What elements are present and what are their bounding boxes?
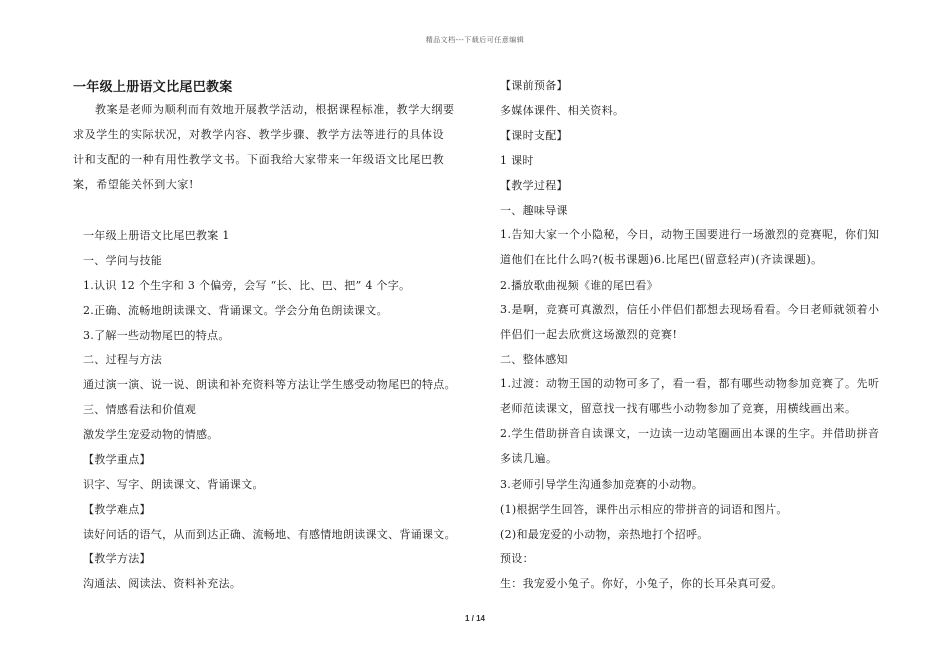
heading-knowledge-skills: 一、学问与技能 bbox=[83, 254, 163, 267]
process-step-1: 1.告知大家一个小隐秘，今日，动物王国要进行一场激烈的竞赛呢，你们知道他们在比什么吗?(板书课题)6.比尾巴(留意轻声)(齐读课题)。 bbox=[500, 228, 880, 266]
sub-step-1: (1)根据学生回答，课件出示相应的带拼音的词语和图片。 bbox=[500, 503, 788, 516]
page-header: 精品文档---下载后可任意编辑 bbox=[425, 36, 525, 44]
heading-process-method: 二、过程与方法 bbox=[83, 353, 163, 366]
methods-text: 沟通法、阅读法、资料补充法。 bbox=[83, 577, 242, 590]
schedule-text: 1 课时 bbox=[500, 154, 534, 167]
perception-step-1: 1.过渡：动物王国的动物可多了，看一看，都有哪些动物参加竞赛了。先听老师范读课文，留意找一找有哪些小动物参加了竞赛，用横线画出来。 bbox=[500, 377, 880, 415]
objective-item-2: 2.正确、流畅地朗读课文、背诵课文。学会分角色朗读课文。 bbox=[83, 304, 388, 317]
heading-schedule: 【课时支配】 bbox=[500, 129, 568, 142]
process-step-3: 3.是啊，竞赛可真激烈，信任小伴侣们都想去现场看看。今日老师就领着小伴侣们一起去欣赏这场激烈的竞赛! bbox=[500, 303, 880, 341]
heading-overall-perception: 二、整体感知 bbox=[500, 353, 568, 366]
perception-step-3: 3.老师引导学生沟通参加竞赛的小动物。 bbox=[500, 478, 704, 491]
page-number: 1 / 14 bbox=[464, 614, 485, 623]
heading-emotion-values: 三、情感看法和价值观 bbox=[83, 403, 196, 416]
perception-step-2: 2.学生借助拼音自读课文，一边读一边动笔圈画出本课的生字。并借助拼音多读几遍。 bbox=[500, 427, 880, 465]
heading-key-points: 【教学重点】 bbox=[83, 453, 151, 466]
student-response: 生：我宠爱小兔子。你好，小兔子，你的长耳朵真可爱。 bbox=[500, 577, 783, 590]
heading-methods: 【教学方法】 bbox=[83, 552, 151, 565]
section-title-lesson-1: 一年级上册语文比尾巴教案 1 bbox=[83, 229, 230, 242]
process-step-2: 2.播放歌曲视频《谁的尾巴看》 bbox=[500, 279, 658, 292]
document-title: 一年级上册语文比尾巴教案 bbox=[73, 80, 233, 95]
difficulties-text: 读好问话的语气，从而到达正确、流畅地、有感情地朗读课文、背诵课文。 bbox=[83, 528, 456, 541]
heading-preparation: 【课前预备】 bbox=[500, 79, 568, 92]
preparation-text: 多媒体课件、相关资料。 bbox=[500, 104, 625, 117]
objective-item-1: 1.认识 12 个生字和 3 个偏旁，会写 “长、比、巴、把” 4 个字。 bbox=[83, 279, 411, 292]
heading-difficulties: 【教学难点】 bbox=[83, 503, 151, 516]
preset-label: 预设： bbox=[500, 552, 534, 565]
key-points-text: 识字、写字、朗读课文、背诵课文。 bbox=[83, 478, 264, 491]
intro-paragraph: 教案是老师为顺利而有效地开展教学活动，根据课程标准，教学大纲要求及学生的实际状况，对教学内容、教学步骤、教学方法等进行的具体设计和支配的一种有用性教学文书。下面我给大家带来一年级语文比尾巴教案，希望能关怀到大家! bbox=[73, 103, 455, 191]
heading-teaching-process: 【教学过程】 bbox=[500, 179, 568, 192]
objective-item-3: 3.了解一些动物尾巴的特点。 bbox=[83, 329, 230, 342]
process-method-text: 通过演一演、说一说、朗读和补充资料等方法让学生感受动物尾巴的特点。 bbox=[83, 378, 456, 391]
sub-step-2: (2)和最宠爱的小动物，亲热地打个招呼。 bbox=[500, 528, 709, 541]
heading-fun-intro: 一、趣味导课 bbox=[500, 204, 568, 217]
emotion-values-text: 激发学生宠爱动物的情感。 bbox=[83, 428, 219, 441]
